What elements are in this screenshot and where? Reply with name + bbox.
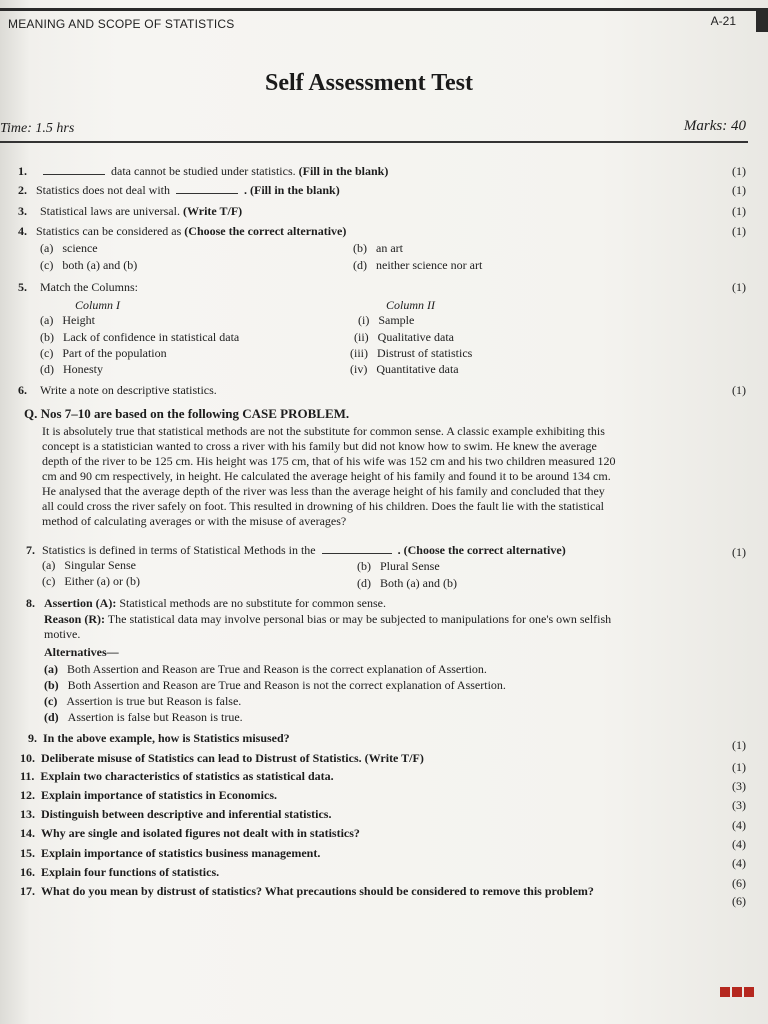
corner-tab: [756, 8, 768, 32]
alternative: (a) Both Assertion and Reason are True and Reason is the correct explanation of Assertion.: [44, 662, 487, 676]
question-number: 4.: [18, 224, 27, 238]
reason: Reason (R): The statistical data may involve personal bias or may be subjected to manipulations for one's own selfish: [44, 612, 612, 626]
question-instruction: . (Choose the correct alternative): [397, 543, 566, 557]
question-number: 5.: [18, 280, 27, 294]
question-marks: (1): [732, 545, 746, 559]
question-instruction: (Write T/F): [182, 204, 243, 218]
question-number: 1.: [18, 164, 27, 178]
question-11: 11. Explain two characteristics of statistics as statistical data.: [20, 769, 334, 783]
footer-block: [744, 987, 754, 997]
question-10: 10. Deliberate misuse of Statistics can lead to Distrust of Statistics. (Write T/F): [20, 751, 424, 765]
top-rule: [0, 8, 756, 11]
match-item: (iii) Distrust of statistics: [350, 346, 473, 360]
option: (b) Plural Sense: [357, 559, 440, 573]
match-item: (ii) Qualitative data: [354, 330, 454, 344]
question-marks: (6): [732, 894, 746, 908]
question-2: [36, 183, 340, 198]
question-4: [36, 224, 346, 239]
question-1: [40, 164, 388, 179]
question-13: 13. Distinguish between descriptive and inferential statistics.: [20, 807, 332, 821]
question-number: 6.: [18, 383, 27, 397]
marks-label: Marks: 40: [683, 118, 746, 134]
option: (c) both (a) and (b): [40, 258, 138, 272]
question-marks: (1): [732, 383, 746, 397]
question-instruction: (Choose the correct alternative): [184, 224, 347, 238]
option: (d) Both (a) and (b): [357, 576, 457, 590]
option: (b) an art: [353, 241, 403, 255]
question-marks: (1): [732, 224, 746, 238]
question-number: 8.: [26, 596, 35, 610]
question-number: 7.: [26, 543, 35, 557]
match-item: (c) Part of the population: [40, 346, 167, 360]
case-paragraph: It is absolutely true that statistical methods are not the substitute for common sense. A classic example exhibiting this concept is a statistician wanted to cross a river with his family but did not know how to swim. He knew the average depth of the river to be 125 cm. His height was 175 cm, that of his wife was 152 cm and his two children measured 120 cm and 90 cm respectively, in height. He calculated the average height of his family and found it to be around 134 cm. He analysed that the average depth of the river was less than the average height of his family and concluded that they all could cross the river safely on foot. This resulted in drowning of his children. Does the fault lie with the statistical method of calculating averages or with the misuse of averages?: [42, 424, 616, 528]
question-marks: (1): [732, 760, 746, 774]
question-9: 9. In the above example, how is Statistics misused?: [28, 731, 290, 745]
question-15: 15. Explain importance of statistics business management.: [20, 846, 321, 860]
question-marks: (4): [732, 856, 746, 870]
header-rule: [0, 141, 748, 143]
fill-blank: [43, 164, 105, 175]
question-3: [40, 204, 242, 219]
alternative: (d) Assertion is false but Reason is true.: [44, 710, 243, 724]
question-marks: (3): [732, 779, 746, 793]
match-item: (b) Lack of confidence in statistical data: [40, 330, 240, 344]
question-marks: (4): [732, 837, 746, 851]
question-7: [42, 543, 566, 558]
option: (a) Singular Sense: [42, 558, 136, 572]
question-marks: (3): [732, 798, 746, 812]
question-14: 14. Why are single and isolated figures not dealt with in statistics?: [20, 826, 360, 840]
question-text: data cannot be studied under statistics.: [111, 164, 296, 178]
question-marks: (1): [732, 738, 746, 752]
question-marks: (1): [732, 204, 746, 218]
question-text: Statistics does not deal with: [36, 183, 170, 197]
match-item: (iv) Quantitative data: [350, 362, 459, 376]
question-6: Write a note on descriptive statistics.: [40, 383, 217, 397]
question-text: Statistics is defined in terms of Statistical Methods in the: [42, 543, 316, 557]
assertion: Assertion (A): Statistical methods are no substitute for common sense.: [44, 596, 386, 610]
option: (a) science: [40, 241, 98, 255]
time-label: Time: 1.5 hrs: [0, 121, 75, 136]
question-instruction: . (Fill in the blank): [244, 183, 340, 197]
running-head: MEANING AND SCOPE OF STATISTICS: [8, 17, 235, 31]
footer-block: [732, 987, 742, 997]
fill-blank: [176, 183, 238, 194]
case-heading: Q. Nos 7–10 are based on the following CASE PROBLEM.: [24, 406, 350, 421]
question-marks: (1): [732, 164, 746, 178]
page-title: Self Assessment Test: [264, 70, 474, 96]
match-item: (i) Sample: [358, 313, 415, 327]
question-text: Statistical laws are universal.: [40, 204, 180, 218]
option: (d) neither science nor art: [353, 258, 483, 272]
question-12: 12. Explain importance of statistics in Economics.: [20, 788, 277, 802]
footer-block: [720, 987, 730, 997]
question-number: 2.: [18, 183, 27, 197]
alternative: (c) Assertion is true but Reason is false.: [44, 694, 242, 708]
reason-continued: motive.: [44, 627, 81, 641]
option: (c) Either (a) or (b): [42, 574, 140, 588]
match-item: (d) Honesty: [40, 362, 103, 376]
question-5: Match the Columns:: [40, 280, 138, 294]
alternatives-heading: Alternatives—: [44, 645, 119, 659]
question-marks: (1): [732, 183, 746, 197]
question-marks: (4): [732, 818, 746, 832]
column-heading: Column I: [75, 298, 120, 312]
fill-blank: [322, 543, 392, 554]
match-item: (a) Height: [40, 313, 95, 327]
question-instruction: (Fill in the blank): [298, 164, 389, 178]
question-marks: (6): [732, 876, 746, 890]
question-marks: (1): [732, 280, 746, 294]
question-number: 3.: [18, 204, 27, 218]
question-16: 16. Explain four functions of statistics.: [20, 865, 220, 879]
footer-marker: [720, 987, 754, 997]
alternative: (b) Both Assertion and Reason are True and Reason is not the correct explanation of Assertion.: [44, 678, 506, 692]
column-heading: Column II: [386, 298, 435, 312]
question-text: Statistics can be considered as: [36, 224, 182, 238]
question-17: 17. What do you mean by distrust of statistics? What precautions should be considered to remove this problem?: [20, 884, 594, 898]
page-number: A-21: [710, 14, 736, 28]
